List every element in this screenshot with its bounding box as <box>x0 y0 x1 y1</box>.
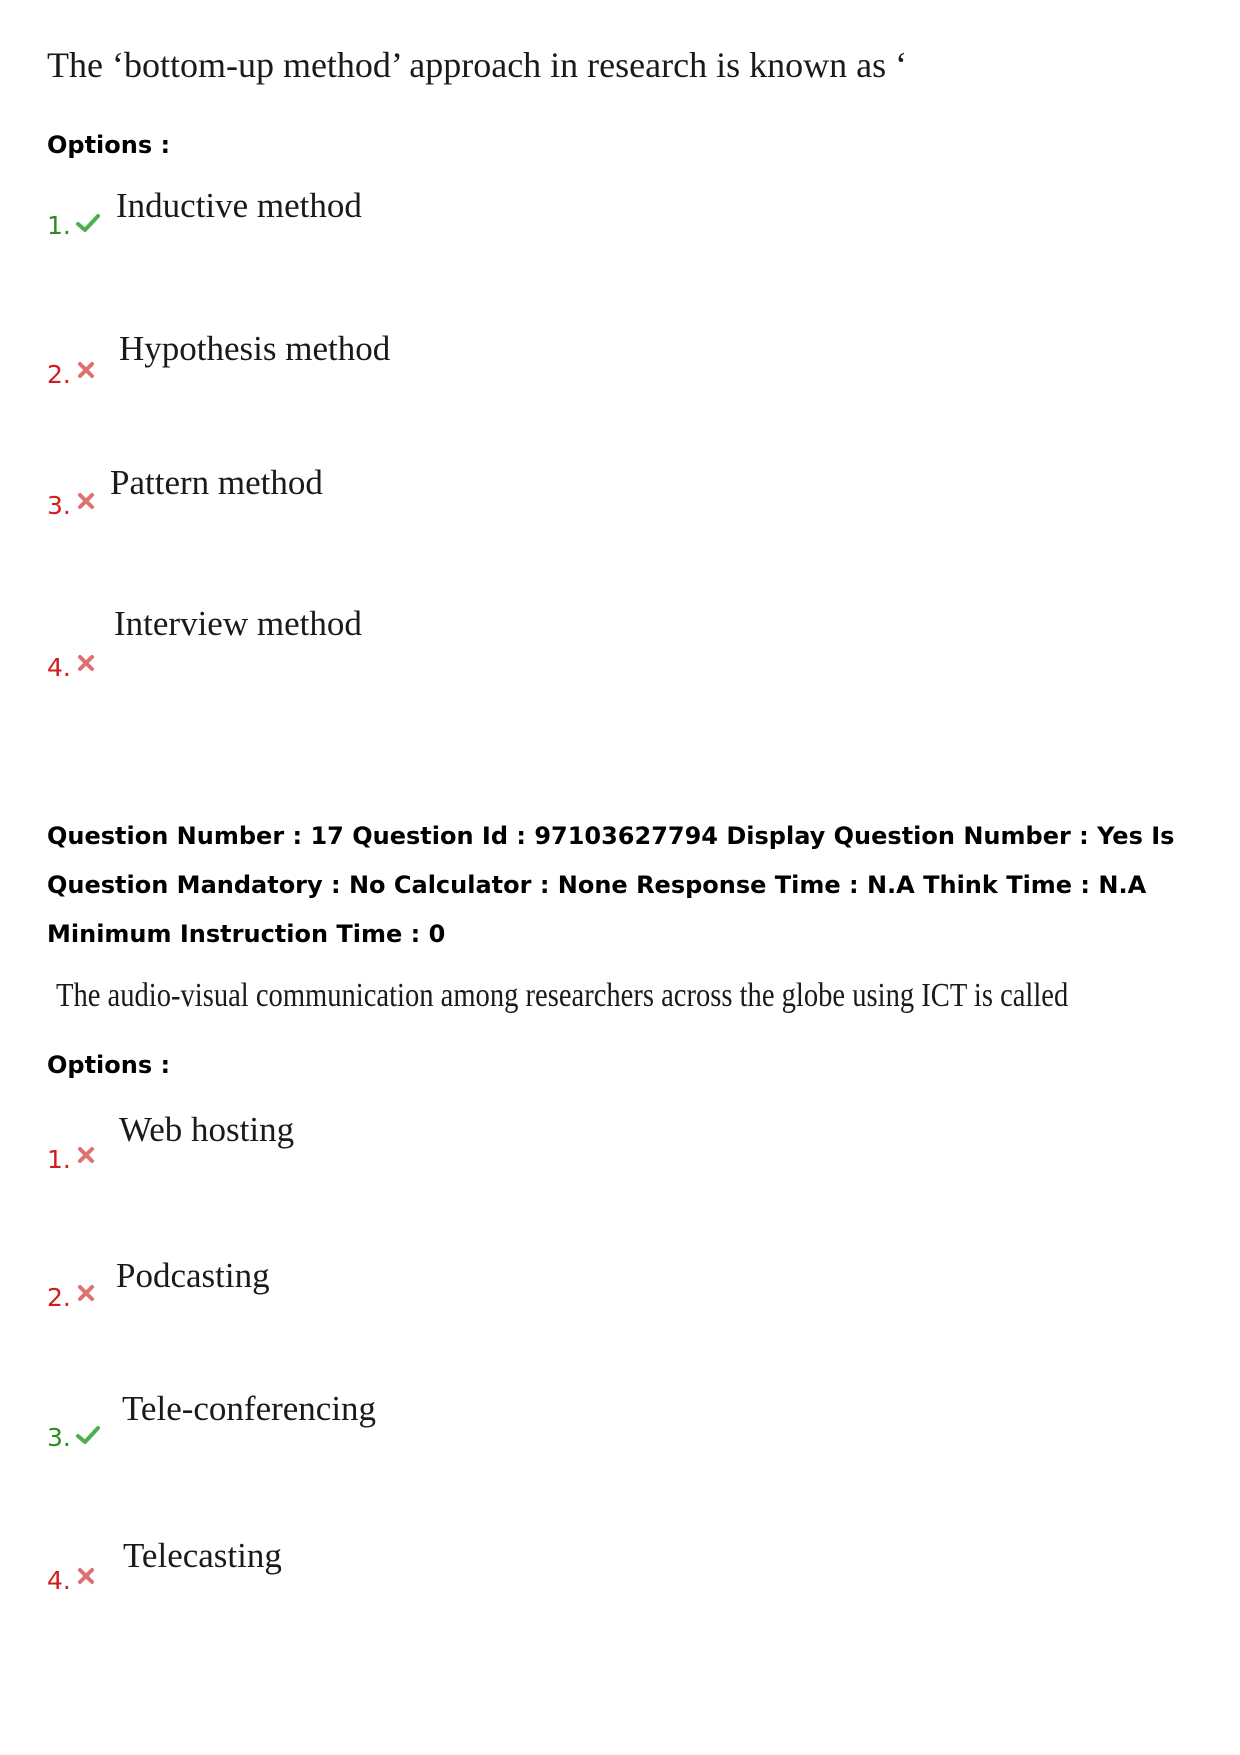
option-number: 3. <box>47 1423 71 1452</box>
options-heading: Options : <box>47 131 171 159</box>
option-text: Podcasting <box>116 1256 270 1295</box>
options-heading: Options : <box>47 1051 171 1079</box>
option-number: 4. <box>47 1566 71 1595</box>
cross-icon <box>77 654 95 672</box>
check-icon <box>75 210 101 236</box>
question-16-text: The ‘bottom-up method’ approach in research is known as ‘ <box>47 45 908 85</box>
question-17-meta: Question Number : 17 Question Id : 97103627794 Display Question Number : Yes Is Question Mandatory : No Calculator : None Response Time : N.A Think Time : N.A Minimum Instruction Time : 0 <box>47 822 1175 948</box>
option-number: 4. <box>47 653 71 682</box>
option-number: 3. <box>47 491 71 520</box>
option-text: Telecasting <box>123 1536 282 1575</box>
option-number: 1. <box>47 211 71 240</box>
option-number: 2. <box>47 360 71 389</box>
cross-icon <box>77 1146 95 1164</box>
cross-icon <box>77 1284 95 1302</box>
cross-icon <box>77 1567 95 1585</box>
option-text: Hypothesis method <box>119 329 391 368</box>
cross-icon <box>77 492 95 510</box>
option-text: Pattern method <box>110 463 323 502</box>
option-text: Tele-conferencing <box>122 1389 377 1428</box>
option-number: 2. <box>47 1283 71 1312</box>
check-icon <box>75 1422 101 1448</box>
option-text: Inductive method <box>116 186 362 225</box>
cross-icon <box>77 361 95 379</box>
option-number: 1. <box>47 1145 71 1174</box>
option-text: Web hosting <box>119 1110 295 1149</box>
question-17-text: The audio-visual communication among researchers across the globe using ICT is called <box>56 977 1069 1014</box>
option-text: Interview method <box>114 604 362 643</box>
